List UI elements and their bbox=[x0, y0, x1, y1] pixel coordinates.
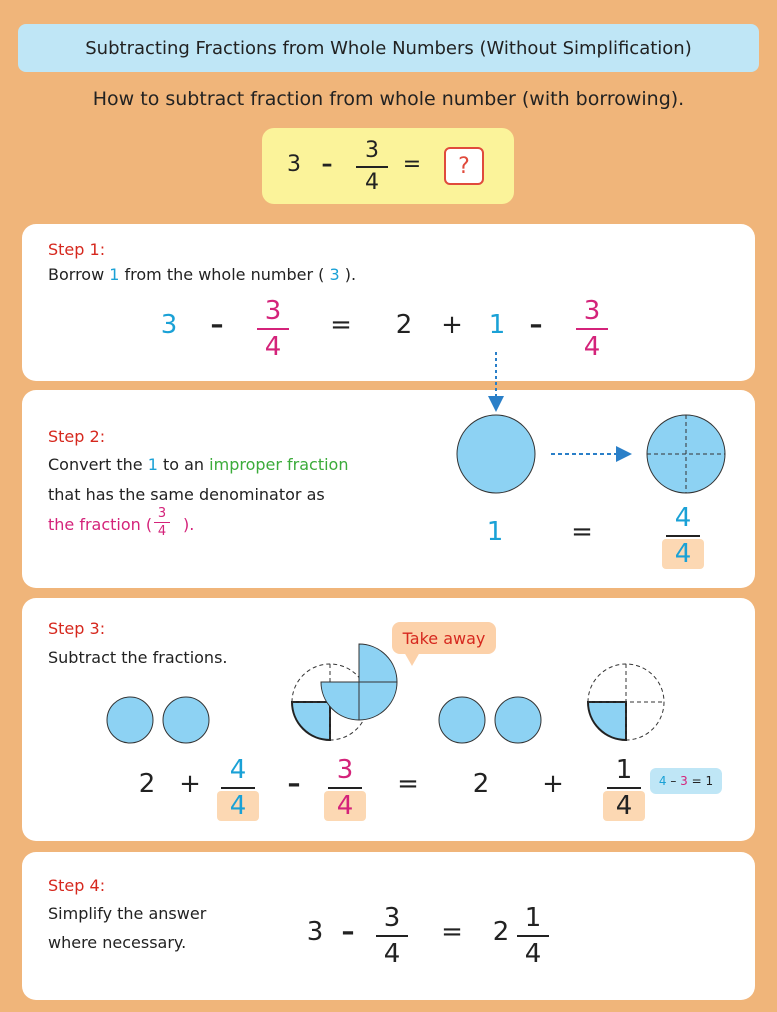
step1-text-c: ). bbox=[339, 265, 357, 284]
step1-plus: + bbox=[441, 310, 463, 340]
step3-fraction1 bbox=[217, 755, 259, 821]
step1-text-one: 1 bbox=[109, 265, 120, 284]
result-quarter bbox=[588, 702, 626, 740]
step4-result-whole: 2 bbox=[492, 917, 510, 947]
step3-frac3-num: 1 bbox=[615, 755, 633, 785]
step3-two-right: 2 bbox=[472, 769, 490, 799]
subtraction-note bbox=[650, 768, 722, 794]
note-b: 3 bbox=[680, 774, 688, 788]
step2-inline-den: 4 bbox=[157, 524, 167, 539]
step2-one: 1 bbox=[486, 517, 504, 547]
step4-minus: – bbox=[341, 917, 355, 947]
step1-two: 2 bbox=[395, 310, 413, 340]
step4-result-fraction bbox=[513, 903, 553, 969]
whole-circle bbox=[439, 697, 485, 743]
step1-text-three: 3 bbox=[329, 265, 340, 284]
step1-frac1-num: 3 bbox=[264, 296, 282, 326]
step3-frac1-den: 4 bbox=[217, 791, 259, 821]
step3-frac2-num: 3 bbox=[336, 755, 354, 785]
step1-whole: 3 bbox=[160, 310, 178, 340]
problem-equals: = bbox=[402, 152, 422, 177]
step1-equals: = bbox=[330, 310, 352, 340]
step2-inline-num: 3 bbox=[157, 506, 167, 521]
step4-fraction bbox=[372, 903, 412, 969]
note-a: 4 bbox=[658, 774, 667, 788]
step4-frac-num: 3 bbox=[383, 903, 401, 933]
step3-label: Step 3: bbox=[48, 619, 106, 638]
whole-circle bbox=[495, 697, 541, 743]
note-c: 1 bbox=[705, 774, 714, 788]
step3-plus: + bbox=[179, 769, 201, 799]
step2-frac-den: 4 bbox=[662, 539, 704, 569]
step1-minus1: – bbox=[210, 310, 224, 340]
subtitle: How to subtract fraction from whole number (with borrowing). bbox=[92, 88, 685, 110]
fraction-bar bbox=[517, 935, 549, 937]
step4-frac-den: 4 bbox=[383, 939, 401, 969]
callout-tail bbox=[404, 652, 420, 666]
step1-one: 1 bbox=[488, 310, 506, 340]
step2-line1-b: to an bbox=[157, 455, 210, 474]
step1-frac2-den: 4 bbox=[583, 332, 601, 362]
step3-equals: = bbox=[397, 769, 419, 799]
step3-frac2-den: 4 bbox=[324, 791, 366, 821]
fraction-bar bbox=[376, 935, 408, 937]
step1-frac1-den: 4 bbox=[264, 332, 282, 362]
fraction-bar bbox=[607, 787, 641, 789]
step3-two: 2 bbox=[138, 769, 156, 799]
step3-minus: – bbox=[287, 769, 301, 799]
page-title: Subtracting Fractions from Whole Numbers (Without Simplification) bbox=[85, 37, 692, 59]
step3-text: Subtract the fractions. bbox=[48, 648, 228, 667]
step1-minus2: – bbox=[529, 310, 543, 340]
fraction-bar bbox=[221, 787, 255, 789]
note-minus: – bbox=[670, 774, 677, 788]
step4-line2: where necessary. bbox=[48, 933, 187, 952]
step4-whole: 3 bbox=[306, 917, 324, 947]
problem-numerator: 3 bbox=[365, 138, 379, 163]
step2-line1-one: 1 bbox=[147, 455, 158, 474]
step2-equals: = bbox=[571, 517, 593, 547]
fraction-bar bbox=[328, 787, 362, 789]
step2-line3-end: ). bbox=[183, 515, 195, 534]
step4-equals: = bbox=[441, 917, 463, 947]
step2-line2: that has the same denominator as bbox=[48, 485, 325, 504]
step1-text-b: from the whole number ( bbox=[119, 265, 330, 284]
step4-result-den: 4 bbox=[524, 939, 542, 969]
whole-circle bbox=[163, 697, 209, 743]
step2-line3-a: the fraction ( bbox=[48, 515, 153, 534]
step3-frac1-num: 4 bbox=[229, 755, 247, 785]
step3-plus-right: + bbox=[542, 769, 564, 799]
step3-fraction3 bbox=[603, 755, 645, 821]
problem-denominator: 4 bbox=[365, 170, 379, 195]
step2-label: Step 2: bbox=[48, 427, 106, 446]
problem-whole: 3 bbox=[287, 152, 301, 177]
step4-label: Step 4: bbox=[48, 876, 106, 895]
step1-frac2-num: 3 bbox=[583, 296, 601, 326]
note-equals: = bbox=[691, 774, 702, 788]
step2-line1-a: Convert the bbox=[48, 455, 148, 474]
step4-line1: Simplify the answer bbox=[48, 904, 207, 923]
step2-frac-num: 4 bbox=[674, 503, 692, 533]
problem-minus: – bbox=[321, 152, 333, 177]
step3-frac3-den: 4 bbox=[603, 791, 645, 821]
step2-improper-fraction: improper fraction bbox=[209, 455, 349, 474]
remaining-quarter bbox=[292, 702, 330, 740]
step3-fraction2 bbox=[324, 755, 366, 821]
whole-circle bbox=[107, 697, 153, 743]
step1-text-a: Borrow bbox=[48, 265, 110, 284]
step4-result-num: 1 bbox=[524, 903, 542, 933]
take-away-label: Take away bbox=[402, 628, 486, 648]
question-mark: ? bbox=[458, 153, 470, 179]
step1-label: Step 1: bbox=[48, 240, 106, 259]
